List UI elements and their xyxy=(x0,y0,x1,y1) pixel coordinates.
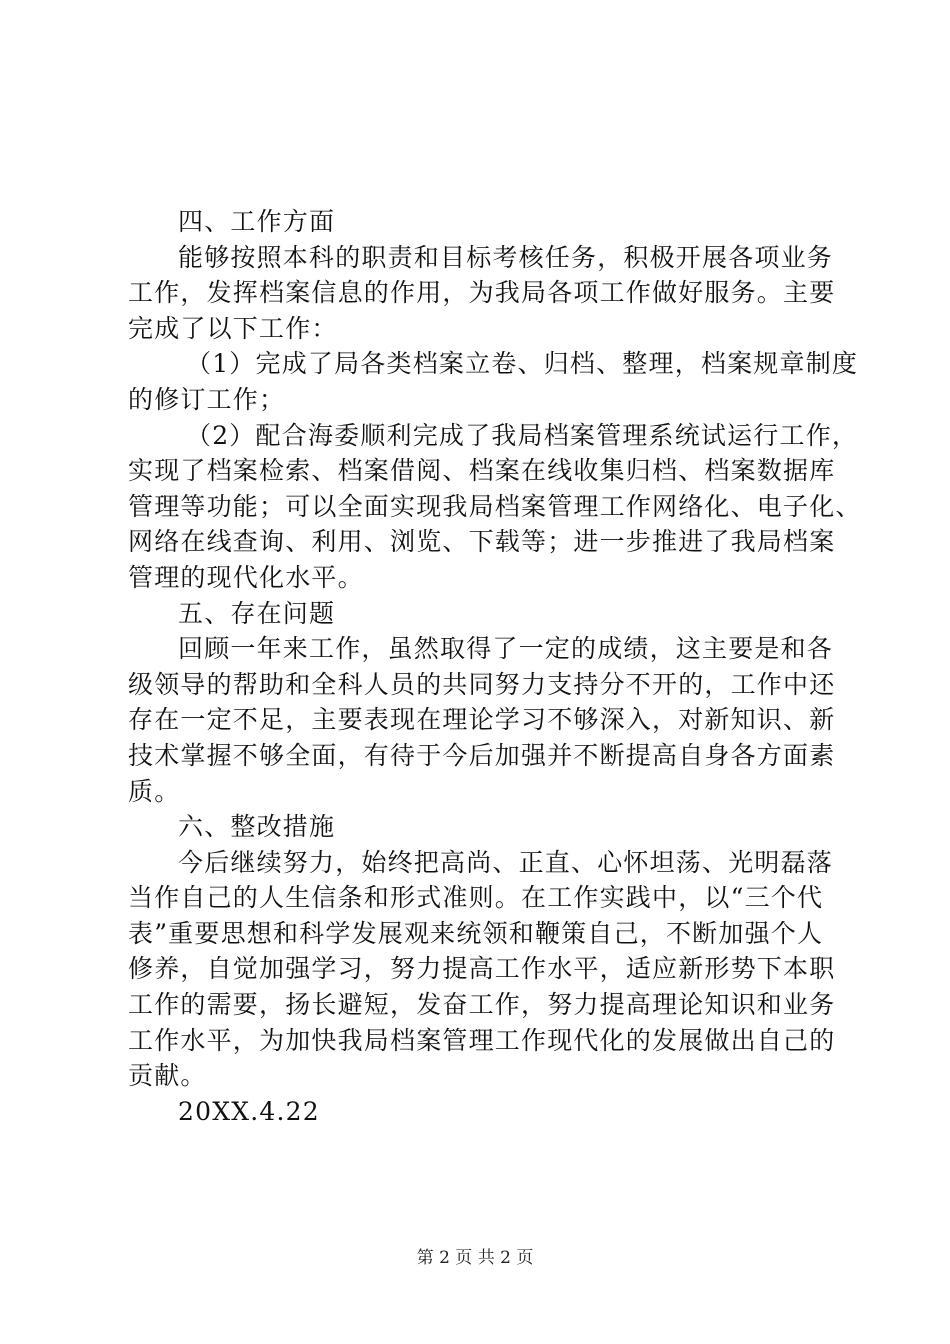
list-item-line: 的修订工作； xyxy=(128,384,286,414)
list-item-line: （2）配合海委顺利完成了我局档案管理系统试运行工作， xyxy=(186,420,859,450)
paragraph-line: 修养，自觉加强学习，努力提高工作水平，适应新形势下本职 xyxy=(128,954,836,984)
list-item-line: 网络在线查询、利用、浏览、下载等；进一步推进了我局档案 xyxy=(128,527,836,557)
paragraph-line: 当作自己的人生信条和形式准则。在工作实践中，以“三个代 xyxy=(128,883,824,913)
section-heading-measures: 六、整改措施 xyxy=(178,812,336,842)
section-heading-problems: 五、存在问题 xyxy=(178,598,336,628)
paragraph-line: 完成了以下工作： xyxy=(128,313,338,343)
list-item-line: 实现了档案检索、档案借阅、档案在线收集归档、档案数据库 xyxy=(128,456,836,486)
paragraph-line: 技术掌握不够全面，有待于今后加强并不断提高自身各方面素 xyxy=(128,740,836,770)
paragraph-line: 回顾一年来工作，虽然取得了一定的成绩，这主要是和各 xyxy=(178,634,834,664)
page-number-footer: 第 2 页 共 2 页 xyxy=(416,1248,534,1268)
paragraph-line: 工作水平，为加快我局档案管理工作现代化的发展做出自己的 xyxy=(128,1025,836,1055)
paragraph-line: 工作的需要，扬长避短，发奋工作，努力提高理论知识和业务 xyxy=(128,990,836,1020)
list-item-line: （1）完成了局各类档案立卷、归档、整理，档案规章制度 xyxy=(186,349,859,379)
paragraph-line: 能够按照本科的职责和目标考核任务，积极开展各项业务 xyxy=(178,242,834,272)
document-date: 20XX.4.22 xyxy=(178,1096,320,1126)
section-heading-work: 四、工作方面 xyxy=(178,207,336,236)
paragraph-line: 级领导的帮助和全科人员的共同努力支持分不开的，工作中还 xyxy=(128,669,836,699)
paragraph-line: 工作，发挥档案信息的作用，为我局各项工作做好服务。主要 xyxy=(128,278,836,308)
paragraph-line: 质。 xyxy=(128,776,181,806)
paragraph-line: 存在一定不足，主要表现在理论学习不够深入，对新知识、新 xyxy=(128,705,836,735)
document-body xyxy=(128,204,862,1129)
paragraph-line: 今后继续努力，始终把高尚、正直、心怀坦荡、光明磊落 xyxy=(178,847,834,877)
list-item-line: 管理等功能；可以全面实现我局档案管理工作网络化、电子化、 xyxy=(128,491,862,521)
list-item-line: 管理的现代化水平。 xyxy=(128,562,364,592)
paragraph-line: 表”重要思想和科学发展观来统领和鞭策自己，不断加强个人 xyxy=(128,918,824,948)
paragraph-line: 贡献。 xyxy=(128,1061,207,1091)
